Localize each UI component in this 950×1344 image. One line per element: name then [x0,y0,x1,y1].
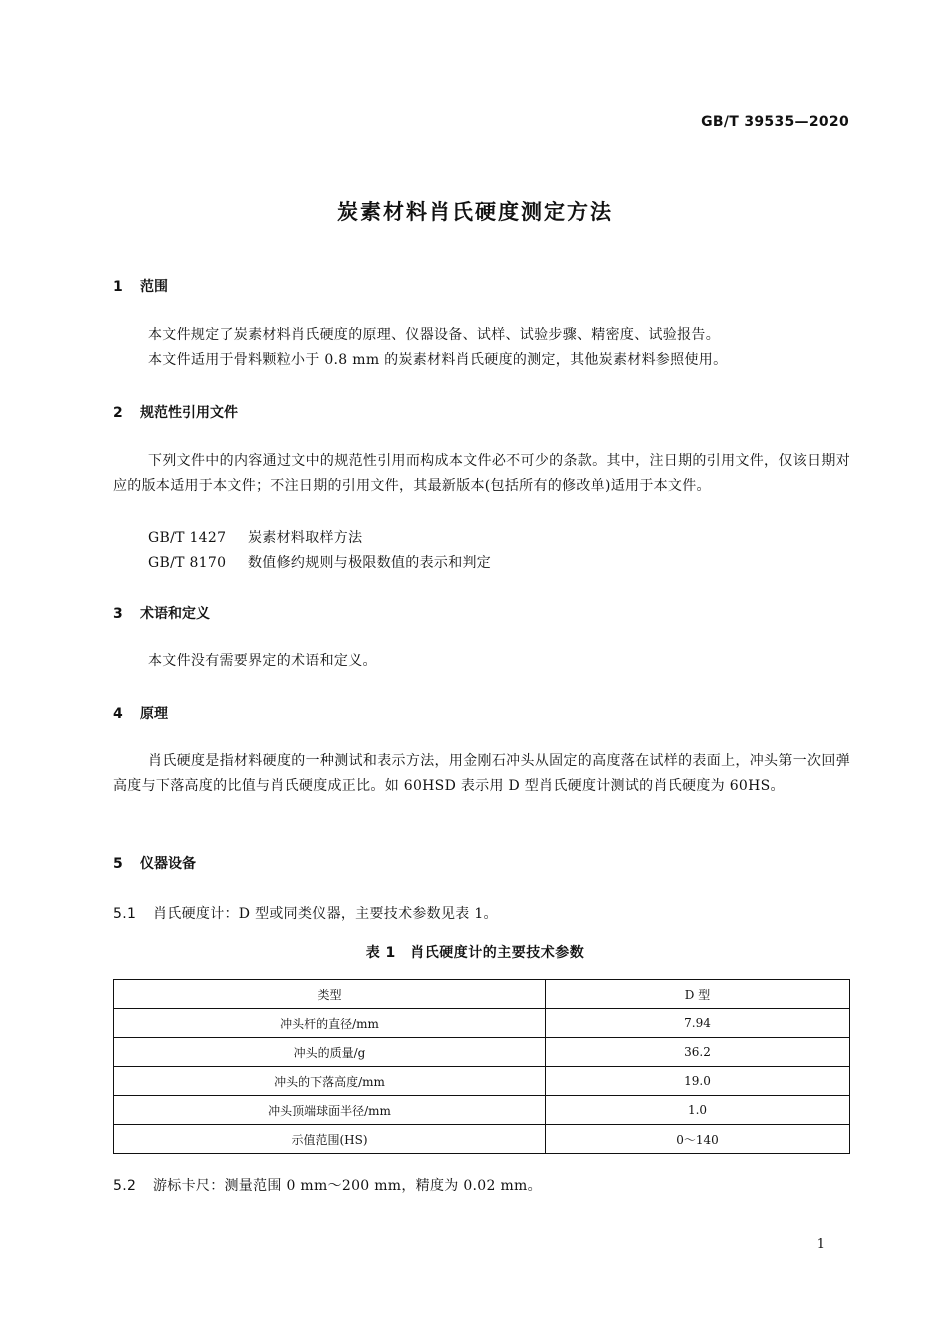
parameter-name: 冲头杆的直径/mm [114,1009,546,1038]
table-row [114,1096,850,1125]
reference-title: 炭素材料取样方法 [248,530,363,546]
section-2-heading [113,402,238,422]
reference-item [148,527,362,547]
parameter-value: 7.94 [546,1009,850,1038]
table-header-row [114,980,850,1009]
section-4-paragraph: 肖氏硬度是指材料硬度的一种测试和表示方法，用金刚石冲头从固定的高度落在试样的表面上，冲头第一次回弹高度与下落高度的比值与肖氏硬度成正比。如 60HSD 表示用 D 型肖氏硬度计测试的肖氏硬度为 60HS。 [113,753,850,794]
parameter-value: 0～140 [546,1125,850,1154]
section-title: 原理 [140,706,168,722]
subsection-text: 肖氏硬度计：D 型或同类仪器，主要技术参数见表 1。 [153,906,498,922]
page-number: 1 [816,1237,825,1252]
section-1-heading [113,276,168,296]
standard-code: GB/T 39535—2020 [701,114,849,130]
table-row [114,1038,850,1067]
section-3-paragraph: 本文件没有需要界定的术语和定义。 [148,653,377,669]
section-1-paragraph-1: 本文件规定了炭素材料肖氏硬度的原理、仪器设备、试样、试验步骤、精密度、试验报告。 [148,327,720,343]
section-title: 规范性引用文件 [140,405,238,421]
reference-title: 数值修约规则与极限数值的表示和判定 [248,555,492,571]
section-1-paragraph-2: 本文件适用于骨料颗粒小于 0.8 mm 的炭素材料肖氏硬度的测定，其他炭素材料参照使用。 [148,352,728,368]
reference-item [148,552,491,572]
document-title: 炭素材料肖氏硬度测定方法 [337,200,613,224]
subsection-text: 游标卡尺：测量范围 0 mm～200 mm，精度为 0.02 mm。 [153,1178,542,1194]
section-number: 5 [113,856,123,872]
subsection-5-2 [113,1175,542,1195]
subsection-number: 5.2 [113,1178,137,1194]
section-title: 仪器设备 [140,856,196,872]
parameter-value: 36.2 [546,1038,850,1067]
section-5-heading [113,853,196,873]
table-row [114,1009,850,1038]
header-cell: D 型 [546,980,850,1009]
section-title: 范围 [140,279,168,295]
subsection-number: 5.1 [113,906,137,922]
table-row [114,1067,850,1096]
parameter-value: 19.0 [546,1067,850,1096]
parameter-name: 冲头顶端球面半径/mm [114,1096,546,1125]
section-2-paragraph: 下列文件中的内容通过文中的规范性引用而构成本文件必不可少的条款。其中，注日期的引用文件，仅该日期对应的版本适用于本文件；不注日期的引用文件，其最新版本(包括所有的修改单)适用于本文件。 [113,453,850,494]
section-3-heading [113,603,210,623]
header-cell: 类型 [114,980,546,1009]
table-row [114,1125,850,1154]
parameter-name: 冲头的质量/g [114,1038,546,1067]
reference-code: GB/T 1427 [148,530,227,546]
section-number: 1 [113,279,123,295]
parameter-name: 冲头的下落高度/mm [114,1067,546,1096]
section-number: 3 [113,606,123,622]
section-number: 2 [113,405,123,421]
parameter-name: 示值范围(HS) [114,1125,546,1154]
section-4-heading [113,703,168,723]
reference-code: GB/T 8170 [148,555,227,571]
parameter-value: 1.0 [546,1096,850,1125]
subsection-5-1 [113,903,498,923]
parameters-table [113,979,850,1154]
section-number: 4 [113,706,123,722]
section-title: 术语和定义 [140,606,210,622]
table-caption: 表 1 肖氏硬度计的主要技术参数 [365,945,585,961]
